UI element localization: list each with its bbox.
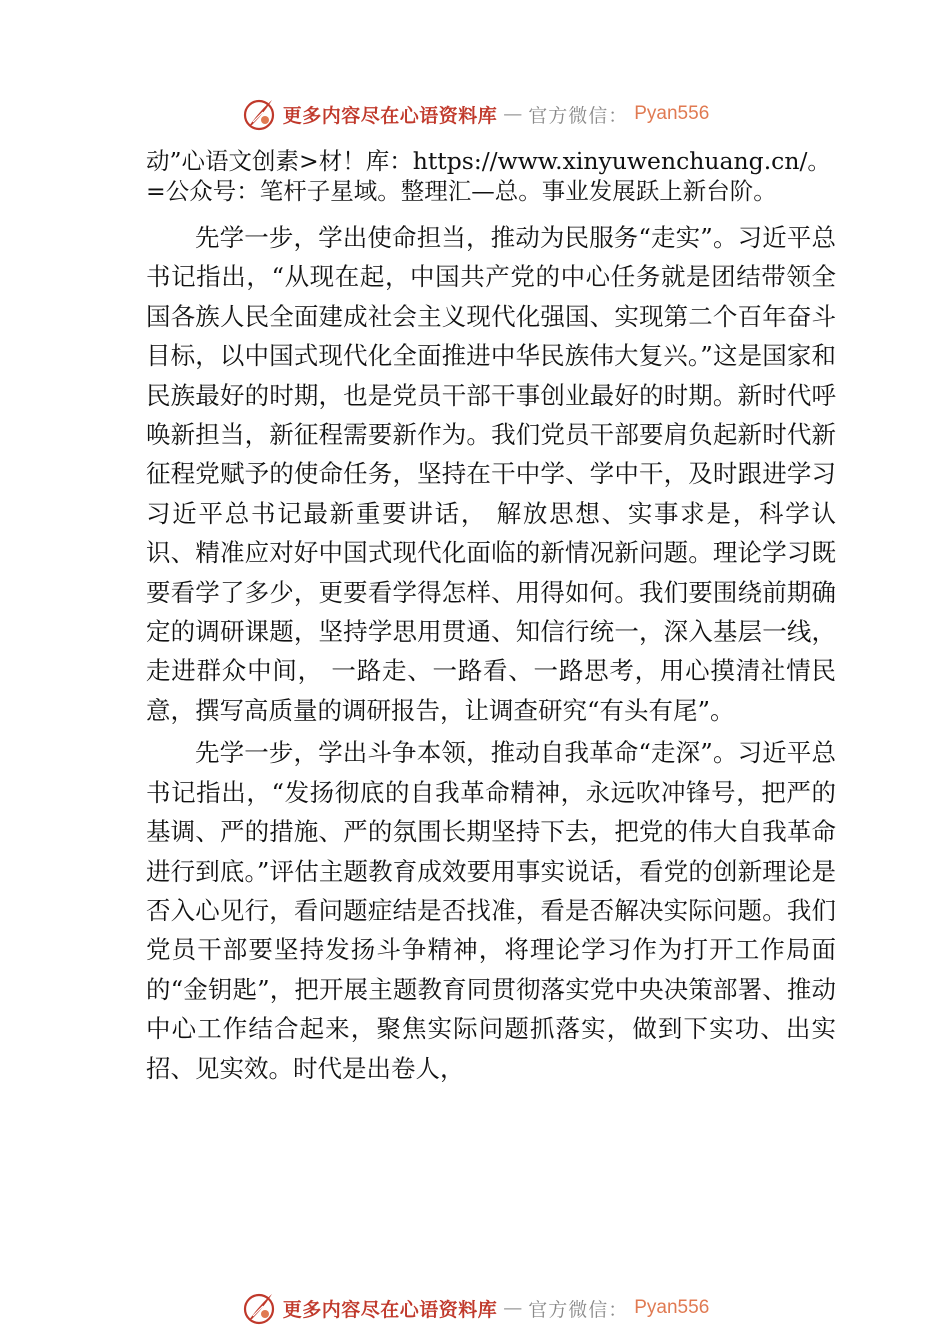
header-banner	[0, 94, 950, 134]
banner-separator: —	[503, 103, 523, 125]
banner-site-text: 更多内容尽在心语资料库	[282, 1298, 498, 1321]
paragraph-2: 先学一步，学出斗争本领，推动自我革命“走深”。习近平总书记指出，“发扬彻底的自我革命精神，永远吹冲锋号，把严的基调、严的措施、严的氛围长期坚持下去，把党的伟大自我革命进行到底。”评估主题教育成效要用事实说话，看党的创新理论是否入心见行，看问题症结是否找准，看是否解决实际问题。我们党员干部要坚持发扬斗争精神，将理论学习作为打开工作局面的“金钥匙”，把开展主题教育同贯彻落实党中央决策部署、推动中心工作结合起来，聚焦实际问题抓落实，做到下实功、出实招、见实效。时代是出卷人，	[146, 738, 836, 1083]
banner-wechat-label: 官方微信：	[528, 104, 629, 127]
banner-wechat-label: 官方微信：	[528, 1298, 629, 1321]
banner-wechat-id: Pyan556	[634, 103, 710, 124]
quill-logo-icon	[241, 1290, 277, 1326]
banner-wechat-id: Pyan556	[634, 1297, 710, 1318]
document-body	[146, 146, 836, 1088]
banner-site-text: 更多内容尽在心语资料库	[282, 104, 498, 127]
intro-line-1: 动”心语文创素>材！库：https://www.xinyuwenchuang.cn/。	[146, 147, 831, 175]
paragraph-1: 先学一步，学出使命担当，推动为民服务“走实”。习近平总书记指出，“从现在起，中国共产党的中心任务就是团结带领全国各族人民全面建成社会主义现代化强国、实现第二个百年奋斗目标，以中国式现代化全面推进中华民族伟大复兴。”这是国家和民族最好的时期，也是党员干部干事创业最好的时期。新时代呼唤新担当，新征程需要新作为。我们党员干部要肩负起新时代新征程党赋予的使命任务，坚持在干中学、学中干，及时跟进学习习近平总书记最新重要讲话， 解放思想、实事求是，科学认识、精准应对好中国式现代化面临的新情况新问题。理论学习既要看学了多少，更要看学得怎样、用得如何。我们要围绕前期确定的调研课题，坚持学思用贯通、知信行统一，深入基层一线，走进群众中间， 一路走、一路看、一路思考，用心摸清社情民意，撰写高质量的调研报告，让调查研究“有头有尾”。	[146, 223, 836, 725]
footer-banner	[0, 1288, 950, 1328]
banner-separator: —	[503, 1297, 523, 1319]
intro-line-2: =公众号：笔杆子星域。整理汇—总。事业发展跃上新台阶。	[146, 177, 777, 205]
quill-logo-icon	[241, 96, 277, 132]
